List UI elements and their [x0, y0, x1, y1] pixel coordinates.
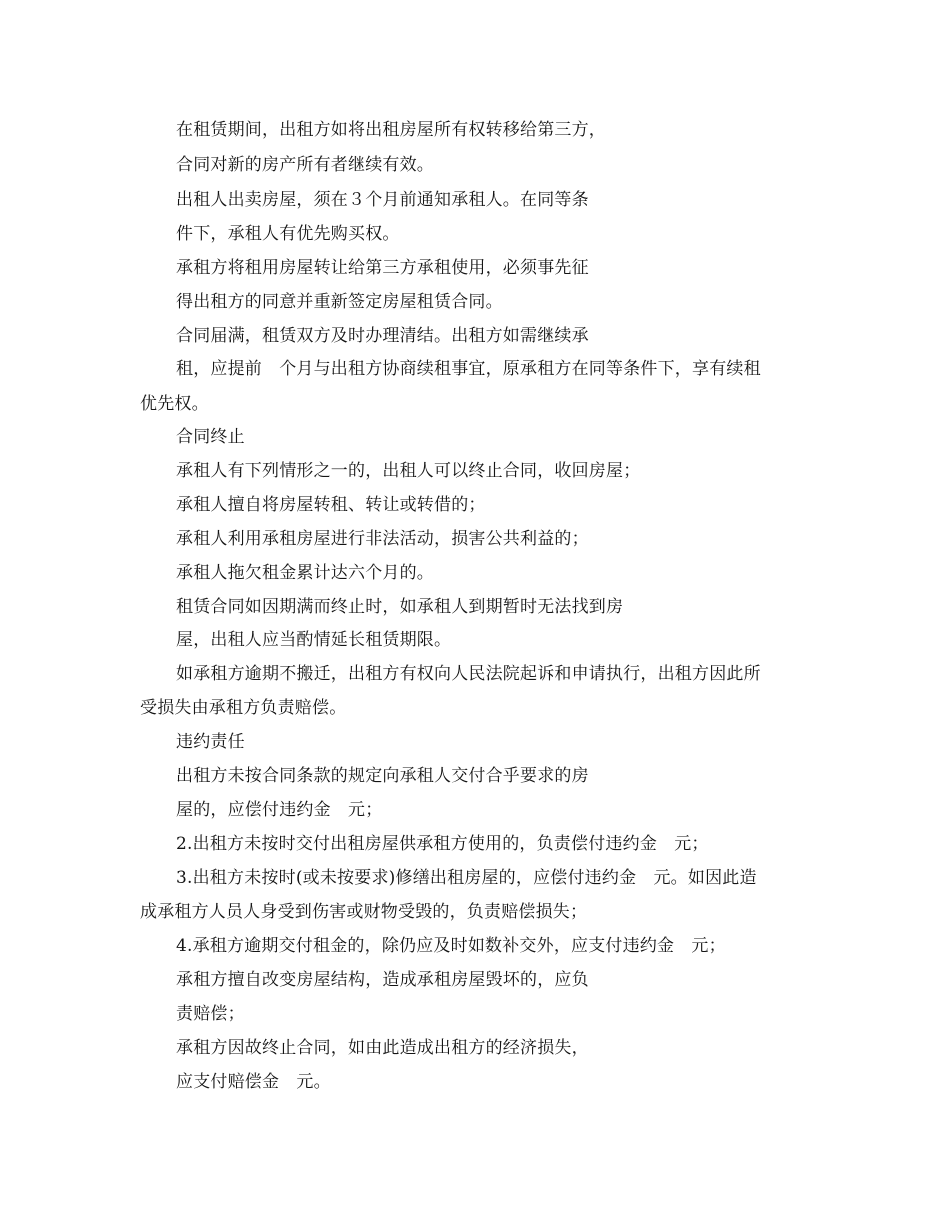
- text-line: 承租人拖欠租金累计达六个月的。: [176, 563, 434, 583]
- text-line: 合同届满，租赁双方及时办理清结。出租方如需继续承: [176, 326, 589, 346]
- text-line: 出租人出卖房屋，须在３个月前通知承租人。在同等条: [176, 190, 589, 210]
- text-line: 3.出租方未按时(或未按要求)修缮出租房屋的，应偿付违约金 元。如因此造: [176, 868, 757, 888]
- text-line: 在租赁期间，出租方如将出租房屋所有权转移给第三方，: [176, 120, 606, 140]
- text-line: 优先权。: [140, 394, 209, 414]
- text-line: 如承租方逾期不搬迁，出租方有权向人民法院起诉和申请执行，出租方因此所: [176, 664, 761, 684]
- text-line: 租赁合同如因期满而终止时，如承租人到期暂时无法找到房: [176, 597, 624, 617]
- text-line: 承租方因故终止合同，如由此造成出租方的经济损失，: [176, 1038, 589, 1058]
- text-line: 件下，承租人有优先购买权。: [176, 224, 400, 244]
- text-line: 租，应提前 个月与出租方协商续租事宜，原承租方在同等条件下，享有续租: [176, 359, 761, 379]
- text-line: 2.出租方未按时交付出租房屋供承租方使用的，负责偿付违约金 元；: [176, 834, 709, 854]
- text-line: 承租人有下列情形之一的，出租人可以终止合同，收回房屋；: [176, 461, 641, 481]
- text-line: 承租人擅自将房屋转租、转让或转借的；: [176, 495, 486, 515]
- text-line: 责赔偿；: [176, 1004, 245, 1024]
- text-line: 4.承租方逾期交付租金的，除仍应及时如数补交外，应支付违约金 元；: [176, 936, 726, 956]
- text-line: 承租人利用承租房屋进行非法活动，损害公共利益的；: [176, 529, 589, 549]
- text-line: 屋，出租人应当酌情延长租赁期限。: [176, 630, 452, 650]
- text-line: 应支付赔偿金 元。: [176, 1072, 331, 1092]
- text-line: 得出租方的同意并重新签定房屋租赁合同。: [176, 292, 503, 312]
- section-heading: 合同终止: [176, 427, 245, 447]
- text-line: 出租方未按合同条款的规定向承租人交付合乎要求的房: [176, 766, 589, 786]
- text-line: 承租方擅自改变房屋结构，造成承租房屋毁坏的，应负: [176, 970, 589, 990]
- section-heading: 违约责任: [176, 732, 245, 752]
- text-line: 成承租方人员人身受到伤害或财物受毁的，负责赔偿损失；: [140, 902, 588, 922]
- text-line: 屋的，应偿付违约金 元；: [176, 800, 383, 820]
- text-line: 承租方将租用房屋转让给第三方承租使用，必须事先征: [176, 258, 589, 278]
- text-line: 受损失由承租方负责赔偿。: [140, 698, 347, 718]
- text-line: 合同对新的房产所有者继续有效。: [176, 155, 434, 175]
